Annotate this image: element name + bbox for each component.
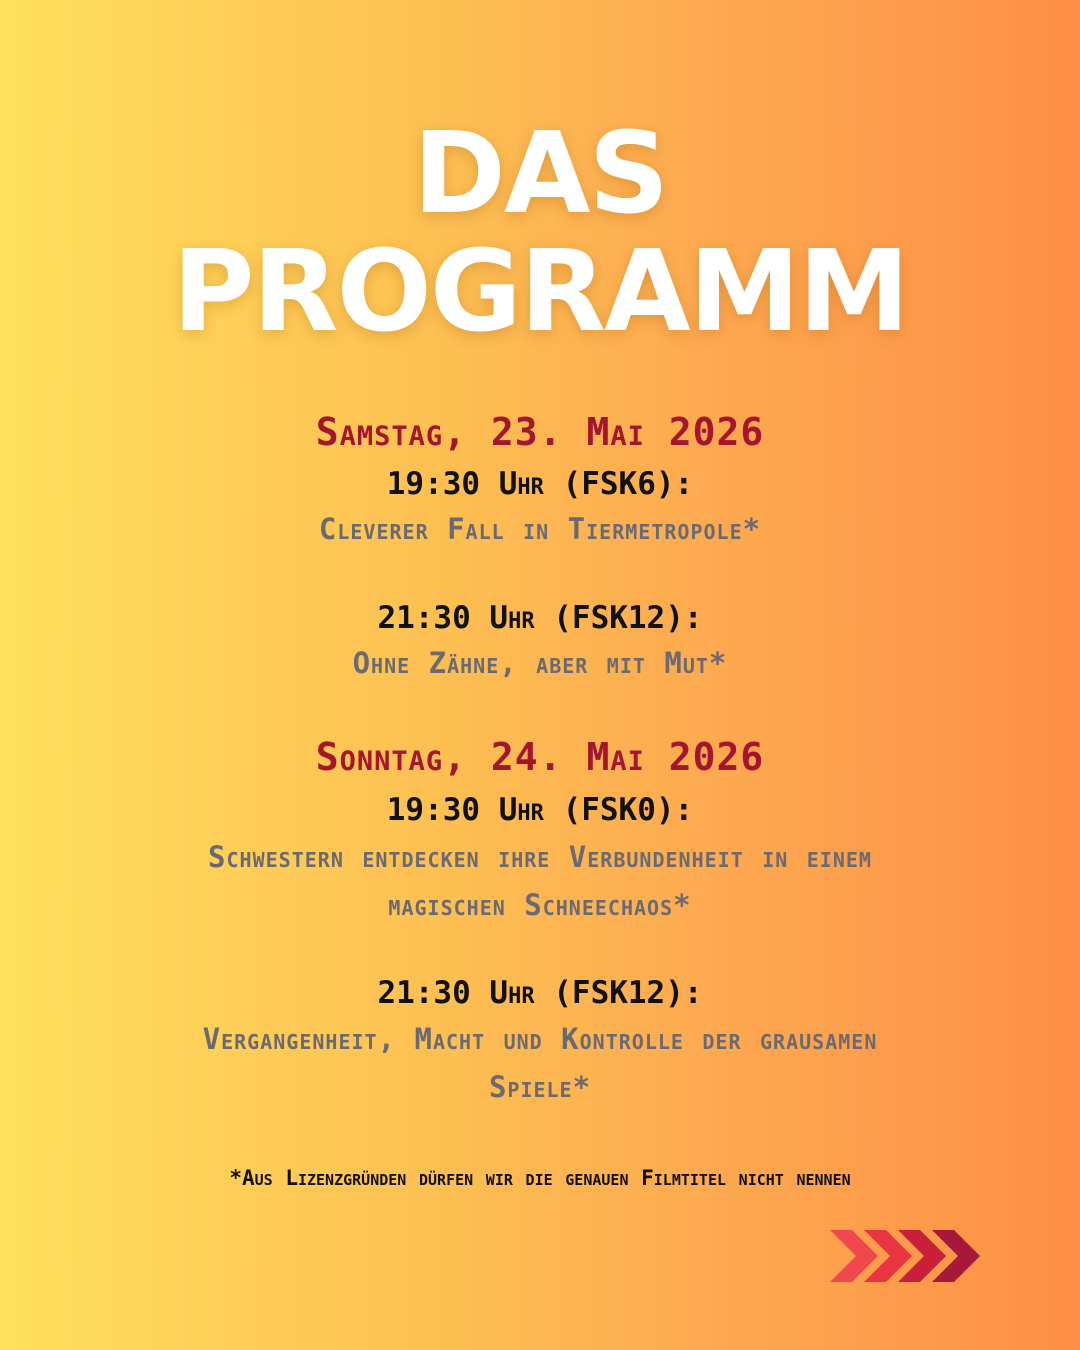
screening-time: 19:30 Uhr (FSK6):	[386, 466, 694, 502]
day-heading-saturday: Samstag, 23. Mai 2026	[315, 410, 765, 454]
film-description-continued: magischen Schneechaos*	[388, 888, 692, 922]
title-line-1: DAS	[412, 109, 668, 239]
screening-time: 21:30 Uhr (FSK12):	[377, 975, 703, 1011]
film-description: Cleverer Fall in Tiermetropole*	[318, 512, 762, 546]
title-line-2: PROGRAMM	[172, 227, 908, 357]
screening-time: 19:30 Uhr (FSK0):	[386, 792, 694, 828]
film-description-continued: Spiele*	[488, 1070, 592, 1104]
chevrons-right-icon[interactable]	[830, 1224, 980, 1288]
chevron-1	[830, 1230, 878, 1282]
film-description: Vergangenheit, Macht und Kontrolle der grausamen	[202, 1022, 878, 1056]
film-description: Schwestern entdecken ihre Verbundenheit in einem	[208, 840, 872, 874]
day-heading-sunday: Sonntag, 24. Mai 2026	[315, 735, 765, 779]
film-description: Ohne Zähne, aber mit Mut*	[352, 646, 728, 680]
screening-time: 21:30 Uhr (FSK12):	[377, 600, 703, 636]
license-footnote: *Aus Lizenzgründen dürfen wir die genauen Filmtitel nicht nennen	[229, 1166, 851, 1190]
